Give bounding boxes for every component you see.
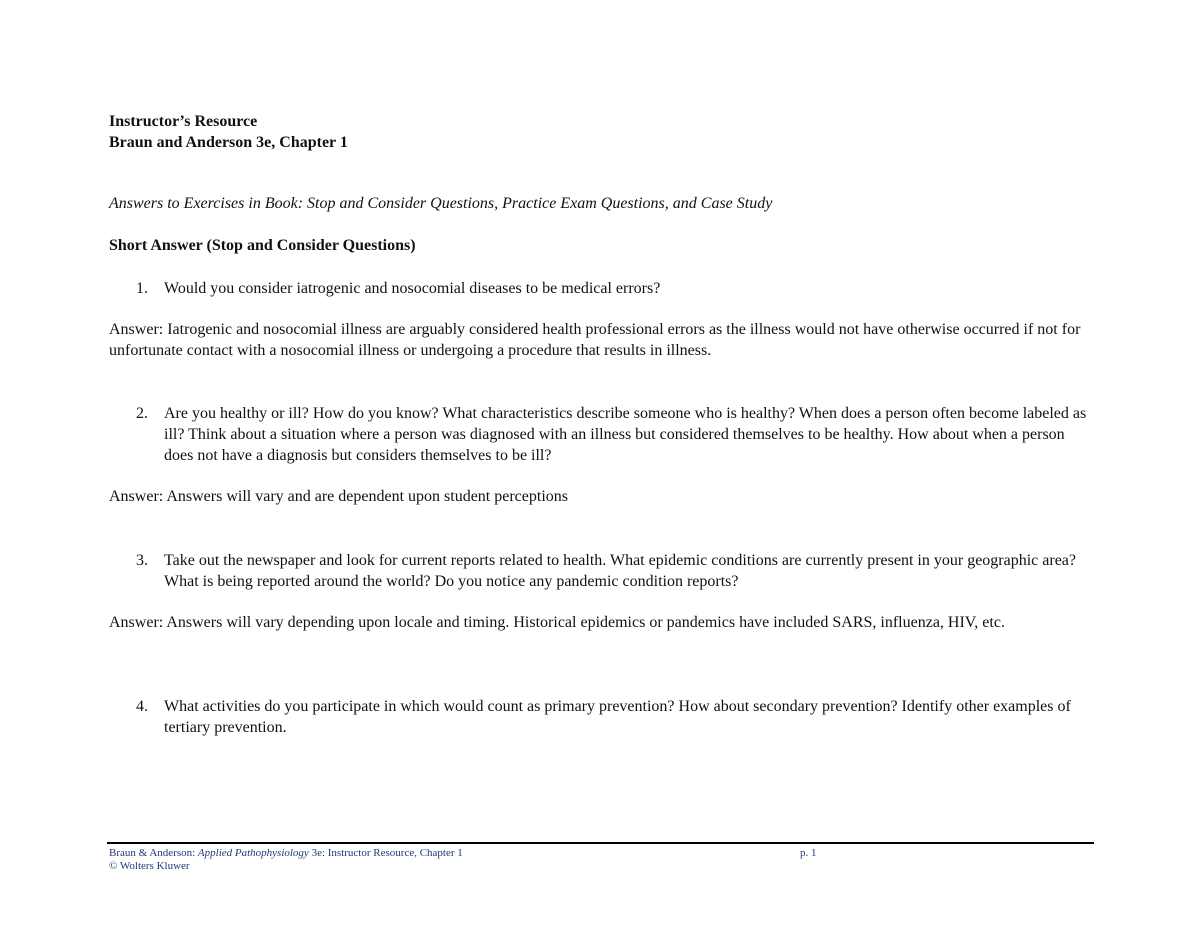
section-title: Short Answer (Stop and Consider Questions)	[109, 237, 416, 254]
question-number: 4.	[136, 698, 148, 715]
footer-copyright: © Wolters Kluwer	[109, 860, 190, 872]
footer	[109, 847, 463, 873]
document-header	[109, 111, 348, 153]
question-number: 3.	[136, 552, 148, 569]
footer-rule	[107, 842, 1094, 844]
question-text: Take out the newspaper and look for current reports related to health. What epidemic conditions are currently present in your geographic area? What is being reported around the world? Do you notice any pandemic condition reports?	[164, 552, 1076, 590]
question-number: 2.	[136, 405, 148, 422]
footer-citation	[109, 847, 463, 860]
question-text: Are you healthy or ill? How do you know? What characteristics describe someone who is healthy? When does a person often become labeled as ill? Think about a situation where a person was diagnosed with an illness but considered themselves to be healthy. How about when a person does not have a diagnosis but considers themselves to be ill?	[164, 405, 1087, 464]
question-item	[136, 550, 1096, 592]
header-title: Instructor’s Resource	[109, 113, 258, 130]
footer-suffix: 3e: Instructor Resource, Chapter 1	[308, 847, 463, 859]
footer-prefix: Braun & Anderson:	[109, 847, 198, 859]
document-subtitle: Answers to Exercises in Book: Stop and Consider Questions, Practice Exam Questions, and Case Study	[109, 195, 773, 212]
question-number: 1.	[136, 280, 148, 297]
page-number: p. 1	[800, 847, 817, 859]
question-text: What activities do you participate in which would count as primary prevention? How about secondary prevention? Identify other examples of tertiary prevention.	[164, 698, 1071, 736]
footer-book-title: Applied Pathophysiology	[197, 847, 309, 859]
question-text: Would you consider iatrogenic and nosocomial diseases to be medical errors?	[164, 280, 661, 297]
question-item	[136, 278, 1096, 299]
answer-text: Answer: Answers will vary depending upon locale and timing. Historical epidemics or pandemics have included SARS, influenza, HIV, etc.	[109, 614, 1005, 631]
answer-text: Answer: Answers will vary and are dependent upon student perceptions	[109, 488, 568, 505]
question-item	[136, 696, 1096, 738]
header-chapter: Braun and Anderson 3e, Chapter 1	[109, 134, 348, 151]
question-item	[136, 403, 1096, 466]
answer-text: Answer: Iatrogenic and nosocomial illness are arguably considered health professional errors as the illness would not have otherwise occurred if not for unfortunate contact with a nosocomial illness or undergoing a procedure that results in illness.	[109, 321, 1081, 359]
